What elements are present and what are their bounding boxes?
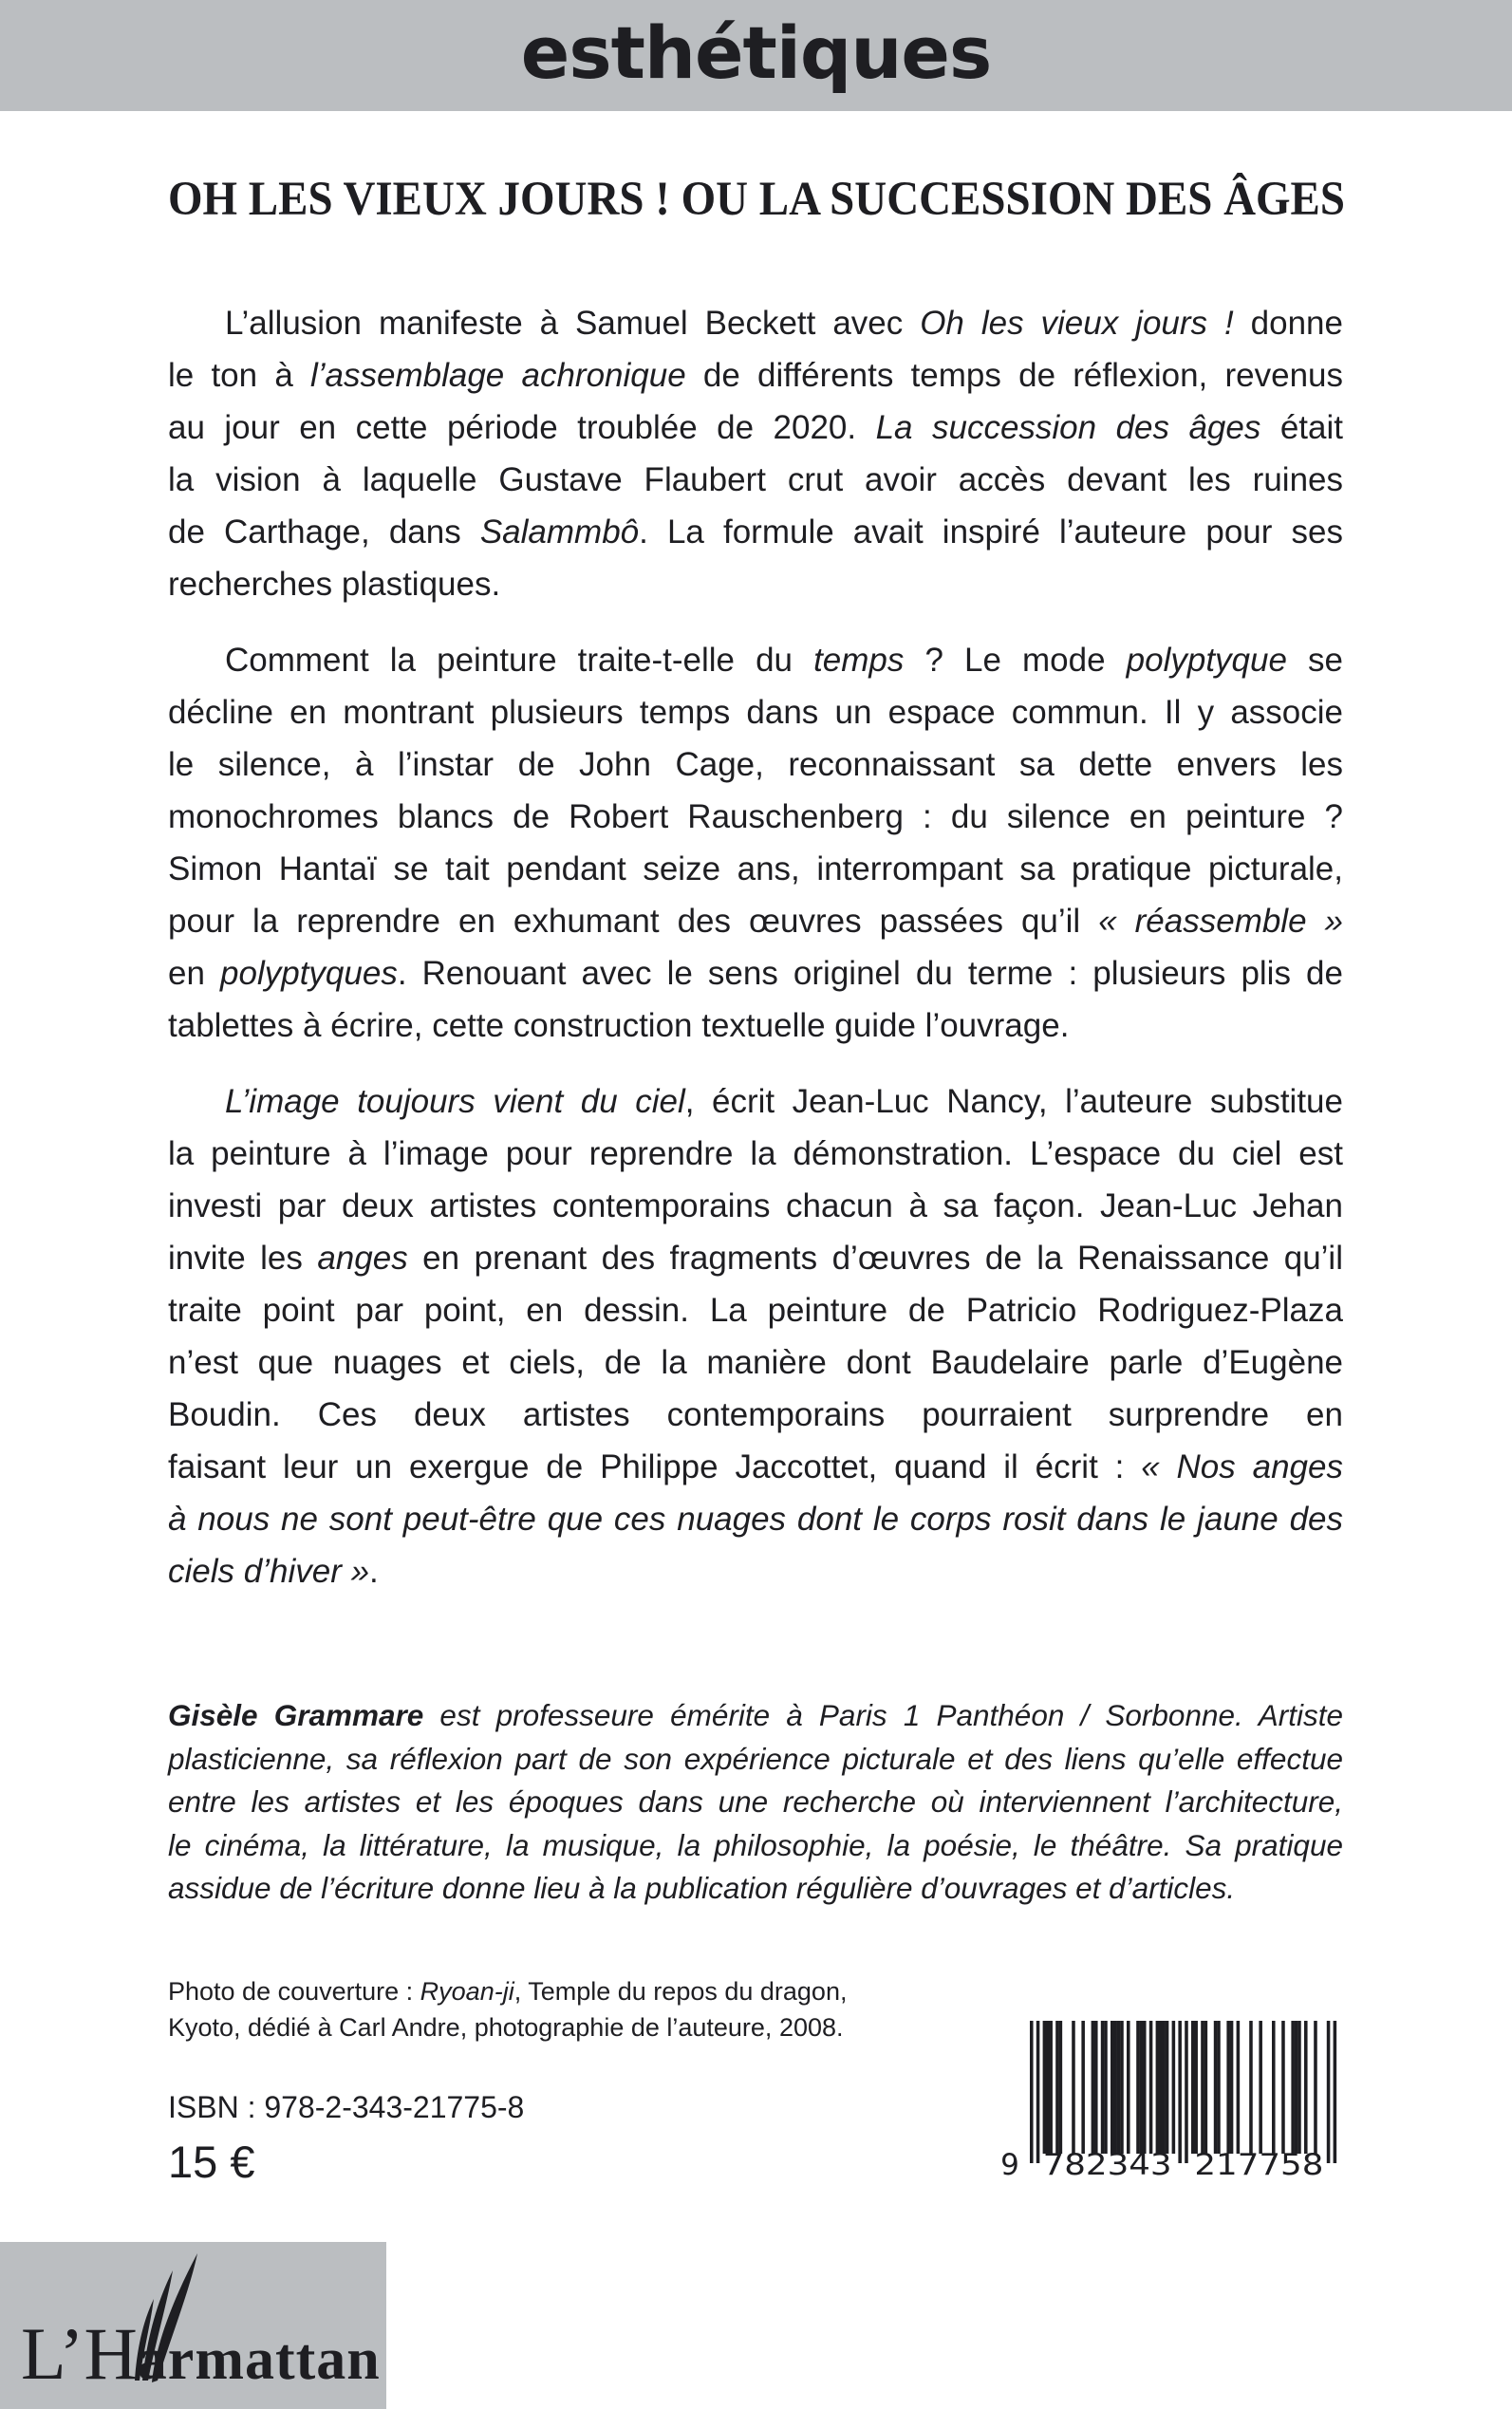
text: Comment la peinture traite-t-elle du bbox=[225, 642, 814, 679]
book-title: OH LES VIEUX JOURS ! OU LA SUCCESSION DES ÂGES bbox=[168, 173, 1345, 226]
summary-line bbox=[168, 506, 1343, 558]
price: 15 € bbox=[168, 2137, 255, 2187]
text: se bbox=[1286, 642, 1343, 679]
summary-line bbox=[168, 1284, 1343, 1336]
text: . bbox=[369, 1553, 379, 1590]
isbn: ISBN : 978-2-343-21775-8 bbox=[168, 2090, 525, 2124]
series-name: esthétiques bbox=[520, 10, 992, 95]
ean13-barcode bbox=[997, 2017, 1348, 2178]
bio-line bbox=[168, 1824, 1343, 1868]
summary-line bbox=[168, 686, 1343, 738]
bio-line bbox=[168, 1867, 1343, 1911]
summary-line bbox=[168, 454, 1343, 506]
italic-text: L’image toujours vient du ciel bbox=[225, 1083, 685, 1120]
summary-line bbox=[168, 843, 1343, 895]
text: , écrit Jean-Luc Nancy, l’auteure substitue bbox=[684, 1083, 1343, 1120]
photo-credit-line-1: Photo de couverture : Ryoan-ji, Temple du repos du dragon, bbox=[168, 1977, 848, 2006]
text: la vision à laquelle Gustave Flaubert crut avoir accès devant les ruines bbox=[168, 461, 1343, 498]
italic-text: polyptyques bbox=[220, 955, 398, 992]
summary-line bbox=[168, 1336, 1343, 1389]
barcode-digits: 9 bbox=[1000, 2148, 1019, 2178]
italic-text: Salammbô bbox=[479, 514, 640, 551]
text: n’est que nuages et ciels, de la manière dont Baudelaire parle d’Eugène bbox=[168, 1344, 1343, 1381]
summary-line bbox=[168, 297, 1343, 349]
publisher-logo bbox=[0, 2242, 386, 2409]
text: invite les bbox=[168, 1240, 318, 1277]
text: recherches plastiques. bbox=[168, 566, 501, 603]
text: monochromes blancs de Robert Rauschenberg : du silence en peinture ? bbox=[168, 798, 1343, 835]
summary-line bbox=[168, 1441, 1343, 1493]
text: la peinture à l’image pour reprendre la démonstration. L’espace du ciel est bbox=[168, 1135, 1343, 1172]
text: le silence, à l’instar de John Cage, reconnaissant sa dette envers les bbox=[168, 746, 1343, 783]
summary-line bbox=[168, 791, 1343, 843]
summary-line bbox=[168, 1128, 1343, 1180]
summary-paragraph bbox=[168, 1075, 1343, 1597]
text: assidue de l’écriture donne lieu à la publication régulière d’ouvrages et d’articles. bbox=[168, 1871, 1236, 1905]
text: traite point par point, en dessin. La peinture de Patricio Rodriguez-Plaza bbox=[168, 1292, 1343, 1329]
text: L’allusion manifeste à Samuel Beckett avec bbox=[225, 305, 921, 342]
summary-line bbox=[168, 1180, 1343, 1232]
bio-line bbox=[168, 1694, 1343, 1738]
summary-line bbox=[168, 895, 1343, 947]
author-bio bbox=[168, 1694, 1343, 1911]
text: donne bbox=[1233, 305, 1343, 342]
text: tablettes à écrire, cette construction textuelle guide l’ouvrage. bbox=[168, 1007, 1070, 1044]
summary-line bbox=[168, 738, 1343, 791]
photo-title: Ryoan-ji bbox=[420, 1977, 514, 2006]
text: en prenant des fragments d’œuvres de la Renaissance qu’il bbox=[407, 1240, 1343, 1277]
text: entre les artistes et les époques dans une recherche où interviennent l’architecture, bbox=[168, 1784, 1343, 1819]
summary-line bbox=[168, 1232, 1343, 1284]
italic-text: polyptyque bbox=[1126, 642, 1287, 679]
text: plasticienne, sa réflexion part de son expérience picturale et des liens qu’elle effectue bbox=[168, 1741, 1343, 1776]
text: était bbox=[1260, 409, 1343, 446]
text: faisant leur un exergue de Philippe Jaccottet, quand il écrit : bbox=[168, 1448, 1142, 1485]
publisher-name: L’Harmattan bbox=[21, 2312, 381, 2395]
text: pour la reprendre en exhumant des œuvres passées qu’il bbox=[168, 903, 1099, 940]
italic-text: temps bbox=[813, 642, 905, 679]
text: le cinéma, la littérature, la musique, la philosophie, la poésie, le théâtre. Sa pratique bbox=[168, 1827, 1343, 1862]
text: Simon Hantaï se tait pendant seize ans, interrompant sa pratique picturale, bbox=[168, 850, 1343, 887]
barcode-digits: 782343 bbox=[1042, 2148, 1172, 2178]
text: est professeure émérite à Paris 1 Panthéon / Sorbonne. Artiste bbox=[423, 1698, 1343, 1732]
barcode-digits: 217758 bbox=[1194, 2148, 1324, 2178]
bio-line bbox=[168, 1781, 1343, 1824]
summary-line bbox=[168, 558, 1343, 610]
text: de différents temps de réflexion, revenus bbox=[685, 357, 1343, 394]
italic-text: La succession des âges bbox=[875, 409, 1261, 446]
text: . Renouant avec le sens originel du terme : plusieurs plis de bbox=[397, 955, 1343, 992]
italic-text: l’assemblage achronique bbox=[310, 357, 686, 394]
summary-line bbox=[168, 349, 1343, 402]
text: en bbox=[168, 955, 221, 992]
text: Boudin. Ces deux artistes contemporains pourraient surprendre en bbox=[168, 1396, 1343, 1433]
summary-line bbox=[168, 999, 1343, 1052]
summary-line bbox=[168, 1545, 1343, 1597]
italic-text: « Nos anges bbox=[1141, 1448, 1343, 1485]
summary-paragraph bbox=[168, 297, 1343, 610]
photo-credit bbox=[168, 1973, 847, 2045]
summary-line bbox=[168, 1075, 1343, 1128]
italic-text: « réassemble » bbox=[1098, 903, 1343, 940]
summary-line bbox=[168, 402, 1343, 454]
summary-line bbox=[168, 634, 1343, 686]
text: décline en montrant plusieurs temps dans un espace commun. Il y associe bbox=[168, 694, 1343, 731]
text: . La formule avait inspiré l’auteure pour ses bbox=[639, 514, 1343, 551]
text: de Carthage, dans bbox=[168, 514, 480, 551]
text: investi par deux artistes contemporains chacun à sa façon. Jean-Luc Jehan bbox=[168, 1187, 1343, 1224]
series-header-band bbox=[0, 0, 1512, 111]
bio-line bbox=[168, 1738, 1343, 1782]
text: ? Le mode bbox=[904, 642, 1127, 679]
summary-paragraph bbox=[168, 634, 1343, 1052]
summary-line bbox=[168, 1389, 1343, 1441]
bold-text: Gisèle Grammare bbox=[168, 1698, 424, 1732]
italic-text: anges bbox=[317, 1240, 408, 1277]
text: au jour en cette période troublée de 2020. bbox=[168, 409, 876, 446]
italic-text: à nous ne sont peut-être que ces nuages dont le corps rosit dans le jaune des bbox=[168, 1501, 1343, 1538]
photo-credit-line-2: Kyoto, dédié à Carl Andre, photographie de l’auteure, 2008. bbox=[168, 2013, 844, 2042]
summary-line bbox=[168, 947, 1343, 999]
italic-text: Oh les vieux jours ! bbox=[920, 305, 1234, 342]
summary-text bbox=[168, 297, 1343, 1621]
italic-text: ciels d’hiver » bbox=[168, 1553, 370, 1590]
text: le ton à bbox=[168, 357, 310, 394]
summary-line bbox=[168, 1493, 1343, 1545]
